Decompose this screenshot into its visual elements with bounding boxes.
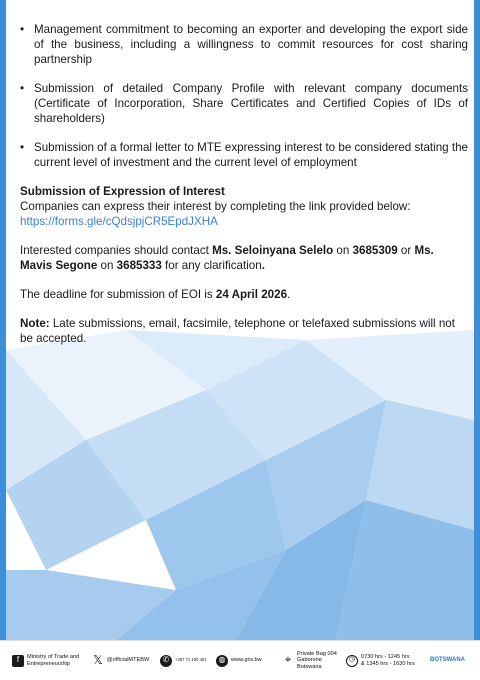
x-twitter-icon: 𝕏 xyxy=(93,653,103,668)
deadline-paragraph xyxy=(20,287,468,302)
requirements-list xyxy=(20,22,468,170)
contact-period: . xyxy=(261,259,265,272)
botswana-logo xyxy=(430,641,465,680)
contact-phone-1: 3685309 xyxy=(352,244,398,257)
contact-person-1: Ms. Seloinyana Selelo xyxy=(212,244,334,257)
bullet-point: • xyxy=(20,23,25,36)
contact-or: or xyxy=(397,244,415,257)
document-content xyxy=(20,22,468,346)
map-pin-icon: ⌖ xyxy=(284,654,292,667)
blue-border-right xyxy=(474,0,480,640)
deadline-suffix: . xyxy=(287,288,291,301)
globe-icon: ◍ xyxy=(216,655,228,667)
eoi-intro: Companies can express their interest by completing the link provided below: xyxy=(20,200,411,213)
ministry-line-2: Entrepreneurship xyxy=(27,660,70,667)
address-line-3: Botswana xyxy=(297,663,322,670)
bullet-text: Submission of a formal letter to MTE expressing interest to be considered stating the current level of investment and the current level of employment xyxy=(34,141,468,169)
deadline-date: 24 April 2026 xyxy=(215,288,288,301)
bullet-point: • xyxy=(20,141,25,154)
phone-icon: ✆ xyxy=(160,655,172,667)
list-item xyxy=(20,22,468,67)
logo-text: BOTSWANA xyxy=(430,657,465,664)
contact-person-2: Ms. Mavis Segone xyxy=(20,244,434,272)
footer-hours xyxy=(346,641,415,680)
contact-prefix: Interested companies should contact xyxy=(20,244,213,257)
document-page xyxy=(6,0,474,640)
eoi-form-link[interactable]: https://forms.gle/cQdsjpjCR5EpdJXHA xyxy=(20,215,218,228)
footer-website[interactable] xyxy=(216,641,262,680)
contact-footer xyxy=(0,640,480,680)
deadline-prefix: The deadline for submission of EOI is xyxy=(20,288,216,301)
contact-suffix: for any clarification xyxy=(161,259,262,272)
list-item xyxy=(20,140,468,170)
note-text: Late submissions, email, facsimile, telephone or telefaxed submissions will not be accepted. xyxy=(20,317,455,345)
hours-line-2: & 1345 hrs - 1630 hrs xyxy=(361,660,415,667)
eoi-heading: Submission of Expression of Interest xyxy=(20,185,225,198)
list-item xyxy=(20,81,468,126)
contact-paragraph xyxy=(20,243,468,273)
footer-twitter[interactable] xyxy=(92,641,149,680)
facebook-icon: f xyxy=(12,655,24,667)
address-line-2: Gaborone xyxy=(297,657,322,664)
hours-line-1: 0730 hrs - 1245 hrs xyxy=(361,654,410,660)
bullet-text: Management commitment to becoming an exporter and developing the export side of the business, including a willingness to commit resources for cost sharing partnership xyxy=(34,23,468,66)
address-line-1: Private Bag 004 xyxy=(297,650,337,657)
note-paragraph xyxy=(20,316,468,346)
contact-on-2: on xyxy=(97,259,117,272)
polygon-background xyxy=(6,330,474,640)
twitter-handle: @officialMTEBW xyxy=(107,657,150,664)
bullet-text: Submission of detailed Company Profile with relevant company documents (Certificate of Incorporation, Share Certificates and Certified Copies of IDs of shareholders) xyxy=(34,82,468,125)
note-label: Note: xyxy=(20,317,50,330)
footer-address xyxy=(282,641,337,680)
phone-number: +267 71 100 401 xyxy=(175,657,207,663)
ministry-line-1: Ministry of Trade and xyxy=(27,654,80,660)
clock-icon: ◷ xyxy=(346,655,358,667)
bullet-point: • xyxy=(20,82,25,95)
footer-phone xyxy=(160,641,207,680)
contact-on-1: on xyxy=(333,244,353,257)
contact-phone-2: 3685333 xyxy=(116,259,162,272)
footer-ministry xyxy=(12,641,79,680)
website-url: www.gov.bw xyxy=(231,657,262,664)
